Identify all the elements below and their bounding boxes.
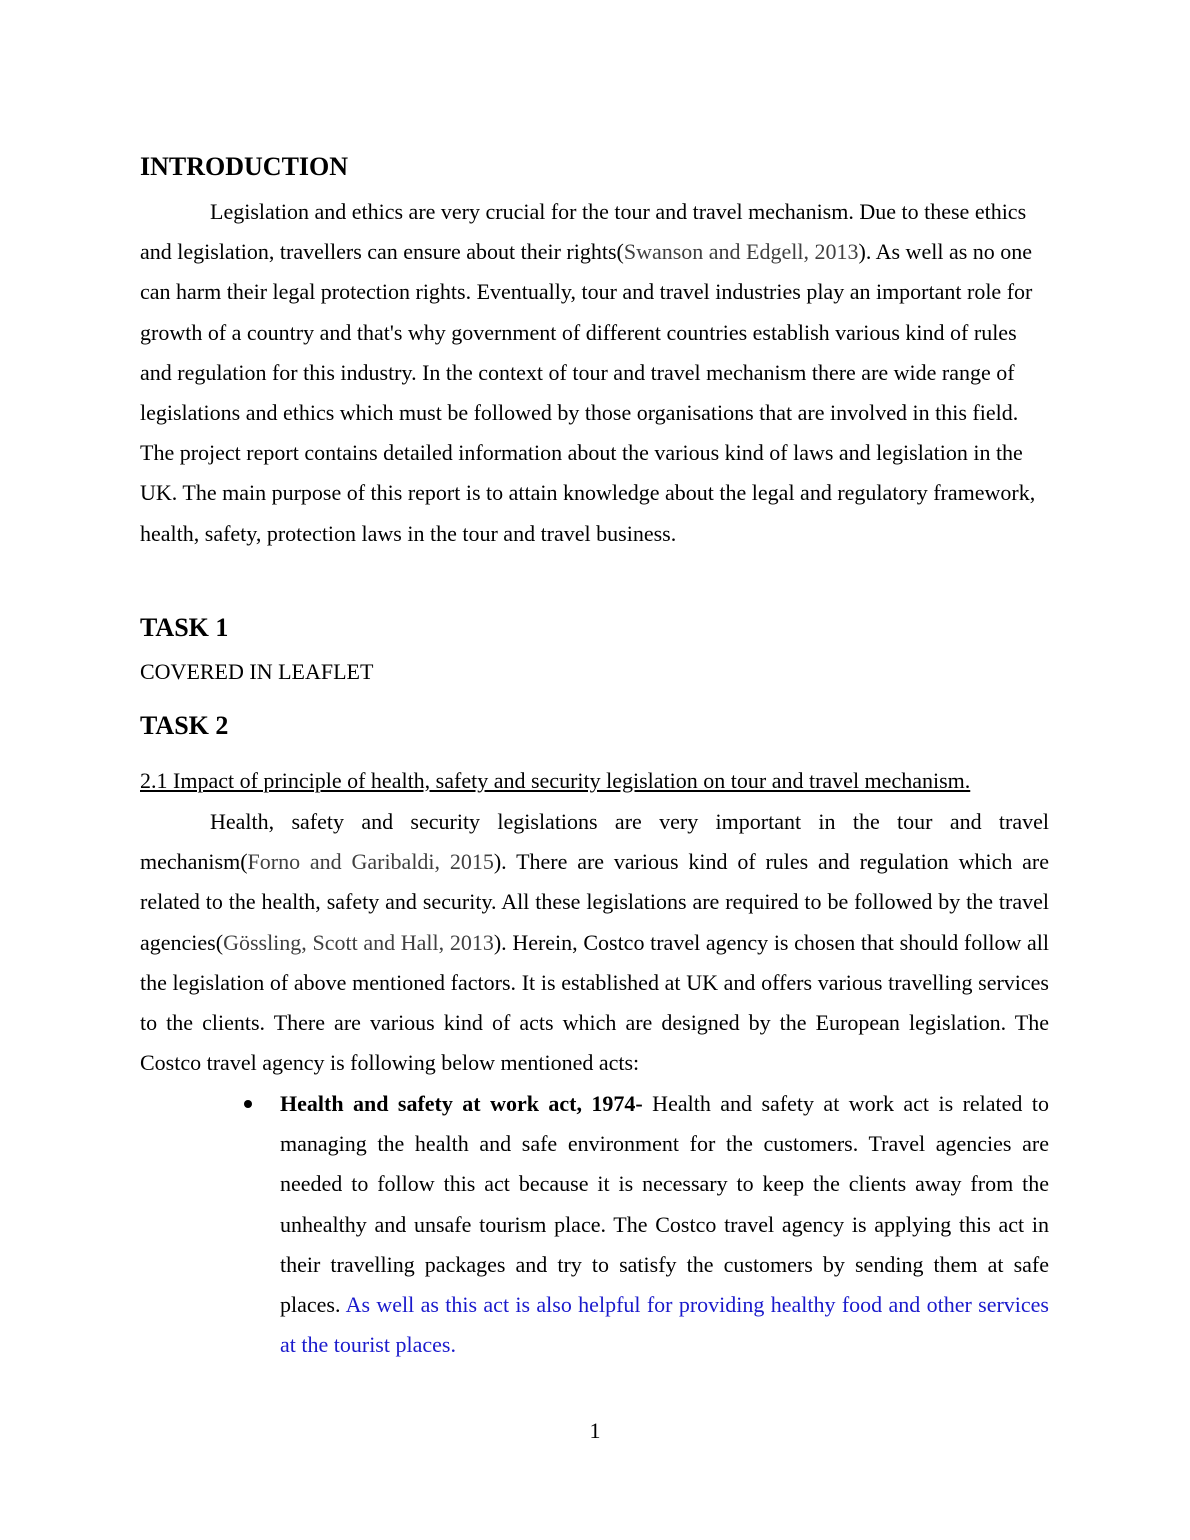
citation-gossling-scott-hall: Gössling, Scott and Hall, 2013	[223, 929, 494, 955]
intro-text-part2: ). As well as no one can harm their legal protection rights. Eventually, tour and travel industries play an important role for growth of a country and that's why government of different countries establish various kind of rules and regulation for this industry. In the context of tour and travel mechanism there are wide range of legislations and ethics which must be followed by those organisations that are involved in this field. The project report contains detailed information about the various kind of laws and legislation in the UK. The main purpose of this report is to attain knowledge about the legal and regulatory framework, health, safety, protection laws in the tour and travel business.	[140, 239, 1036, 546]
task2-text-part2: ). There are various kind of rules and regulation which are related to the health, safety and security. All these legislations are required to be followed by the travel agencies(	[140, 849, 1050, 955]
task2-heading: TASK 2	[140, 711, 229, 740]
task1-covered-text: COVERED IN LEAFLET	[140, 659, 374, 684]
introduction-paragraph	[140, 192, 1049, 554]
task1-heading: TASK 1	[140, 613, 229, 642]
page-number: 1	[589, 1418, 601, 1443]
acts-bullet-list	[140, 1084, 1049, 1365]
list-item	[140, 1084, 1049, 1365]
introduction-heading: INTRODUCTION	[140, 152, 349, 181]
bullet-icon	[244, 1100, 252, 1108]
citation-forno-garibaldi: Forno and Garibaldi, 2015	[247, 849, 494, 875]
task2-text-part3: ). Herein, Costco travel agency is chosen that should follow all the legislation of above mentioned factors. It is established at UK and offers various travelling services to the clients. There are various kind of acts which are designed by the European legislation. The Costco travel agency is following below mentioned acts:	[140, 929, 1049, 1076]
bullet-title: Health and safety at work act, 1974-	[280, 1091, 643, 1116]
task2-paragraph	[140, 802, 1049, 1083]
intro-text-part1: Legislation and ethics are very crucial for the tour and travel mechanism. Due to these ethics and legislation, travellers can ensure about their rights(	[140, 199, 1027, 265]
task2-text-part1: Health, safety and security legislations are very important in the tour and travel mechanism(	[140, 809, 1049, 875]
bullet-text: Health and safety at work act is related to managing the health and safe environment for the customers. Travel agencies are needed to follow this act because it is necessary to keep the clients away from the unhealthy and unsafe tourism place. The Costco travel agency is applying this act in their travelling packages and try to satisfy the customers by sending them at safe places.	[280, 1091, 1049, 1318]
section-2-1-heading: 2.1 Impact of principle of health, safety and security legislation on tour and travel mechanism.	[140, 768, 971, 793]
citation-swanson-edgell: Swanson and Edgell, 2013	[623, 239, 859, 265]
bullet-highlight-text: As well as this act is also helpful for providing healthy food and other services at the tourist places.	[280, 1292, 1049, 1358]
